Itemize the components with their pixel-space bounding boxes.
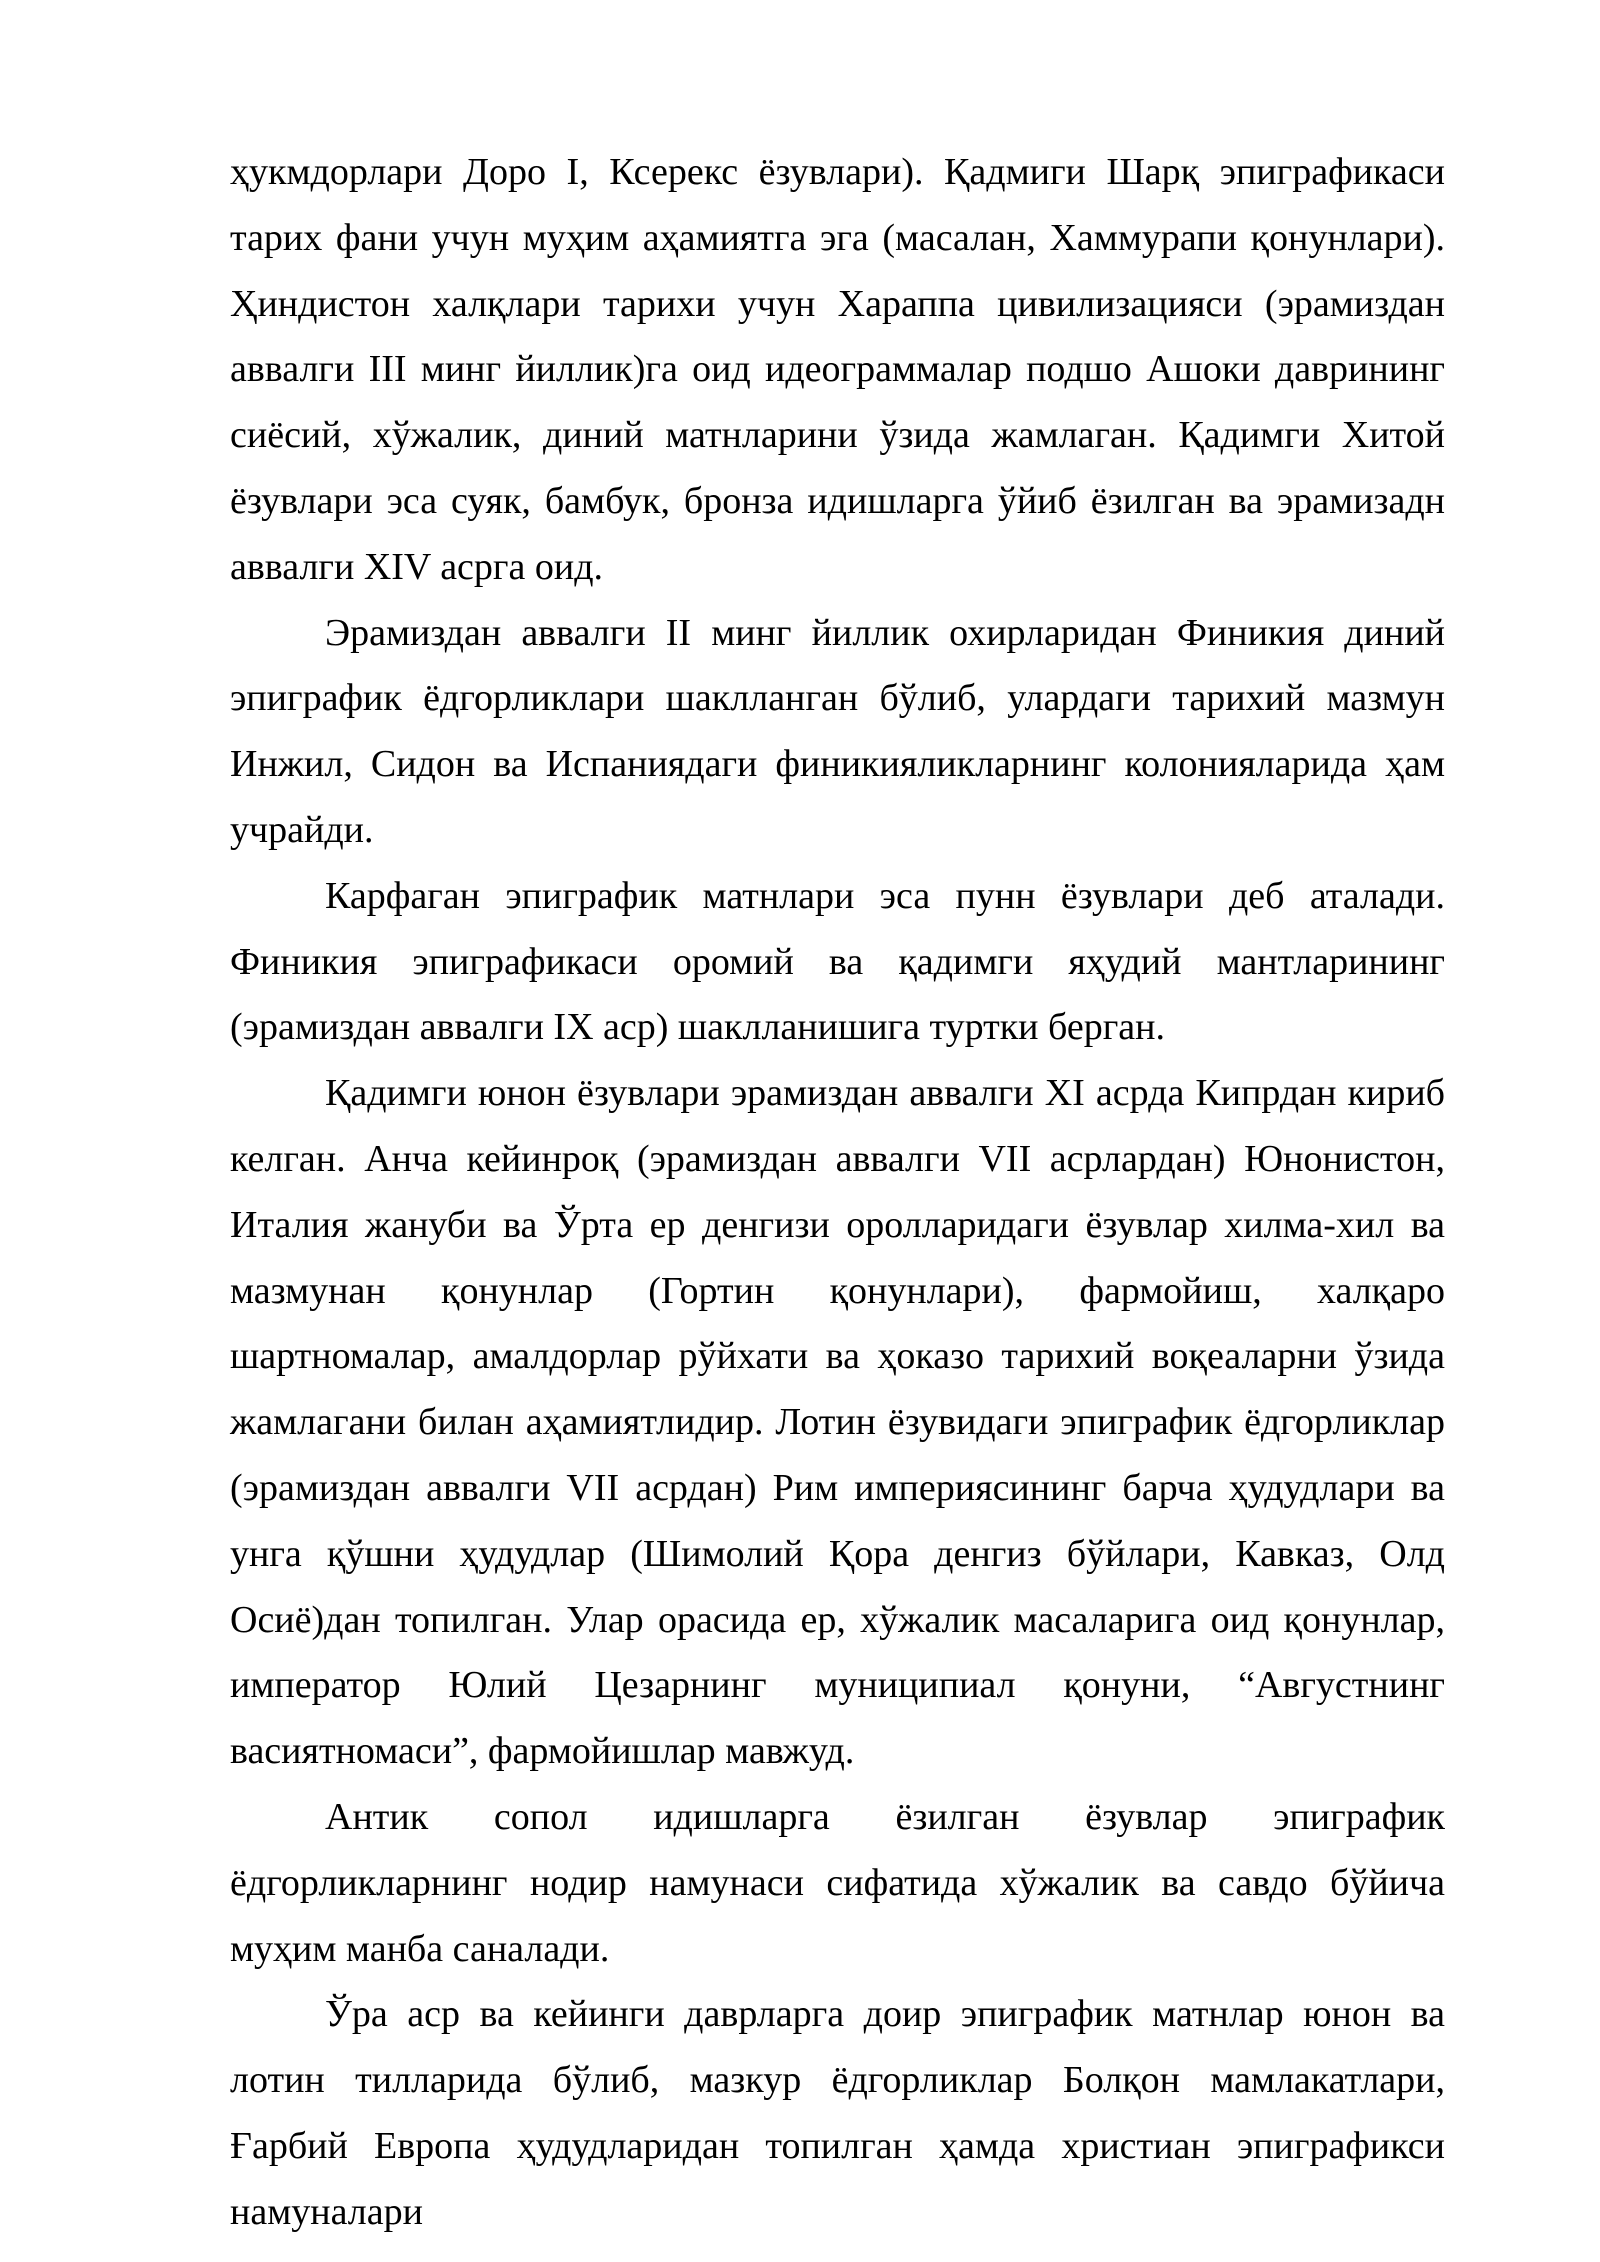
paragraph-3: Карфаган эпиграфик матнлари эса пунн ёзувлари деб аталади. Финикия эпиграфикаси оромий ва қадимги яҳудий мантларининг (эрамиздан аввалги IX аср) шаклланишига туртки берган. [230, 874, 1445, 1049]
paragraph-1: ҳукмдорлари Доро I, Ксерекс ёзувлари). Қадмиги Шарқ эпиграфикаси тарих фани учун муҳим аҳамиятга эга (масалан, Хаммурапи қонунлари). Ҳиндистон халқлари тарихи учун Хараппа цивилизацияси (эрамиздан аввалги III минг йиллик)га оид идеограммалар подшо Ашоки даврининг сиёсий, хўжалик, диний матнларини ўзида жамлаган. Қадимги Хитой ёзувлари эса суяк, бамбук, бронза идишларга ўйиб ёзилган ва эрамизадн аввалги XIV асрга оид. [230, 151, 1445, 588]
paragraph-2: Эрамиздан аввалги II минг йиллик охирларидан Финикия диний эпиграфик ёдгорликлари шаклланган бўлиб, улардаги тарихий мазмун Инжил, Сидон ва Испаниядаги финикияликларнинг колонияларида ҳам учрайди. [230, 611, 1445, 851]
document-page [230, 140, 1445, 2246]
paragraph-5: Антик сопол идишларга ёзилган ёзувлар эпиграфик ёдгорликларнинг нодир намунаси сифатида хўжалик ва савдо бўйича муҳим манба саналади. [230, 1795, 1445, 1970]
paragraph-6: Ўра аср ва кейинги даврларга доир эпиграфик матнлар юнон ва лотин тилларида бўлиб, мазкур ёдгорликлар Болқон мамлакатлари, Ғарбий Европа ҳудудларидан топилган ҳамда христиан эпиграфикси намуналари [230, 1993, 1445, 2233]
paragraph-4: Қадимги юнон ёзувлари эрамиздан аввалги XI асрда Кипрдан кириб келган. Анча кейинроқ (эрамиздан аввалги VII асрлардан) Юнонистон, Италия жануби ва Ўрта ер денгизи оролларидаги ёзувлар хилма-хил ва мазмунан қонунлар (Гортин қонунлари), фармойиш, халқаро шартномалар, амалдорлар рўйхати ва ҳоказо тарихий воқеаларни ўзида жамлагани билан аҳамиятлидир. Лотин ёзувидаги эпиграфик ёдгорликлар (эрамиздан аввалги VII асрдан) Рим империясининг барча ҳудудлари ва унга қўшни ҳудудлар (Шимолий Қора денгиз бўйлари, Кавказ, Олд Осиё)дан топилган. Улар орасида ер, хўжалик масаларига оид қонунлар, император Юлий Цезарнинг муниципиал қонуни, “Августнинг васиятномаси”, фармойишлар мавжуд. [230, 1072, 1445, 1773]
